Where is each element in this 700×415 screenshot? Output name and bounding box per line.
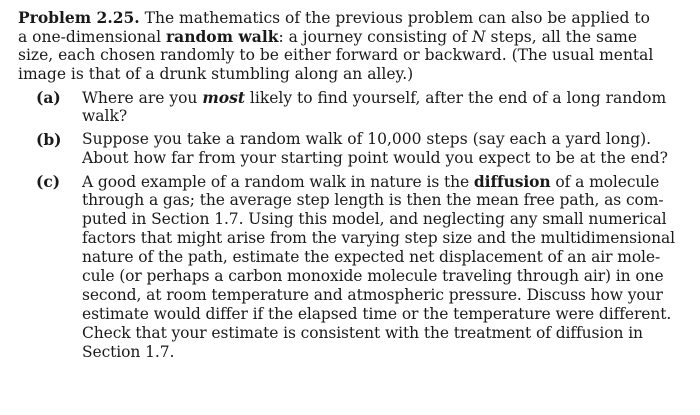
part-text: Check that your estimate is consistent with the treatment of diffusion in bbox=[82, 324, 643, 342]
part-text: walk? bbox=[82, 107, 128, 125]
part-text: puted in Section 1.7. Using this model, and neglecting any small numerical bbox=[82, 210, 667, 228]
part-text: nature of the path, estimate the expected net displacement of an air mole- bbox=[82, 248, 661, 266]
part-c bbox=[18, 172, 688, 362]
part-line bbox=[82, 324, 688, 343]
part-text: cule (or perhaps a carbon monoxide molecule traveling through air) in one bbox=[82, 267, 664, 285]
part-text: A good example of a random walk in nature is the bbox=[82, 173, 474, 191]
part-line bbox=[82, 286, 688, 305]
part-line bbox=[82, 343, 688, 362]
part-line bbox=[82, 130, 688, 149]
variable-n: N bbox=[472, 28, 486, 46]
part-text: About how far from your starting point would you expect to be at the end? bbox=[82, 149, 668, 167]
part-b-body bbox=[82, 130, 688, 168]
term-diffusion: diffusion bbox=[473, 172, 551, 191]
part-c-label: (c) bbox=[36, 172, 61, 191]
part-a bbox=[18, 88, 688, 126]
intro-text: : a journey consisting of N steps, all the same bbox=[278, 28, 638, 46]
part-a-body bbox=[82, 88, 688, 126]
intro-line bbox=[18, 65, 688, 84]
part-line bbox=[82, 149, 688, 168]
part-text: Suppose you take a random walk of 10,000 steps (say each a yard long). bbox=[82, 130, 652, 148]
part-text: of a molecule bbox=[550, 173, 660, 191]
part-text: Where are you bbox=[82, 89, 203, 107]
problem-intro bbox=[18, 8, 688, 84]
intro-text: size, each chosen randomly to be either forward or backward. (The usual mental bbox=[18, 46, 654, 64]
problem-page bbox=[18, 8, 688, 362]
intro-line bbox=[18, 27, 688, 46]
part-line bbox=[82, 88, 688, 107]
part-line bbox=[82, 191, 688, 210]
part-text: factors that might arise from the varying step size and the multidimensional bbox=[82, 229, 676, 247]
part-line bbox=[82, 229, 688, 248]
intro-text: image is that of a drunk stumbling along an alley.) bbox=[18, 65, 414, 83]
part-line bbox=[82, 267, 688, 286]
emphasis-most: most bbox=[202, 88, 245, 107]
part-c-body bbox=[82, 172, 688, 362]
part-line bbox=[82, 248, 688, 267]
part-a-label: (a) bbox=[36, 88, 61, 107]
part-b bbox=[18, 130, 688, 168]
part-line bbox=[82, 107, 688, 126]
part-text: estimate would differ if the elapsed time or the temperature were different. bbox=[82, 305, 672, 323]
term-random-walk: random walk bbox=[165, 27, 279, 46]
part-line bbox=[82, 210, 688, 229]
intro-text: The mathematics of the previous problem can also be applied to bbox=[139, 9, 650, 27]
part-line bbox=[82, 172, 688, 191]
part-b-label: (b) bbox=[36, 130, 62, 149]
part-text: through a gas; the average step length is then the mean free path, as com- bbox=[82, 191, 664, 209]
intro-text: a one-dimensional bbox=[18, 28, 166, 46]
intro-line bbox=[18, 8, 688, 27]
part-text: second, at room temperature and atmospheric pressure. Discuss how your bbox=[82, 286, 663, 304]
part-line bbox=[82, 305, 688, 324]
part-text: likely to find yourself, after the end of a long random bbox=[244, 89, 667, 107]
part-text: Section 1.7. bbox=[82, 343, 175, 361]
problem-heading: Problem 2.25. bbox=[18, 8, 140, 27]
intro-line bbox=[18, 46, 688, 65]
